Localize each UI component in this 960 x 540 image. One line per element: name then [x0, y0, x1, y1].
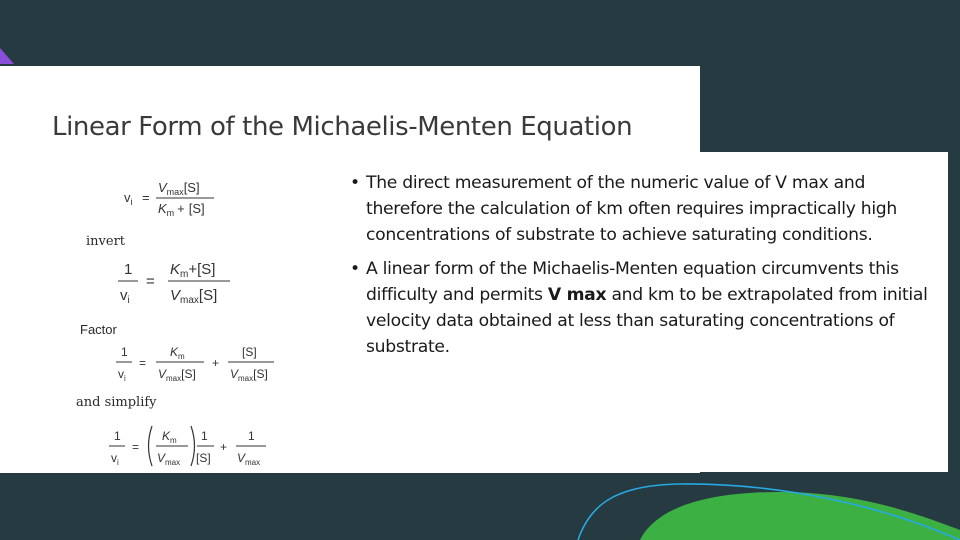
eq3-numerator-km: $K_m$: [170, 345, 185, 361]
equation-lineweaver-burk: [104, 420, 274, 472]
eq4-numerator-one-2: 1: [201, 429, 208, 443]
eq3-plus: +: [212, 356, 220, 370]
bullet-2-text-before: A linear form of the Michaelis-Menten equation circumvents this difficulty and permits: [366, 259, 899, 305]
eq4-vi: $v_i$: [111, 451, 119, 467]
step-label-invert: invert: [86, 234, 126, 249]
eq3-denominator-1: $V_{max}[S]$: [158, 367, 196, 383]
eq4-right-paren: [191, 426, 195, 466]
eq2-denominator: $V_{max}[S]$: [170, 287, 218, 306]
eq3-numerator-one: 1: [121, 345, 128, 359]
bullet-list: [348, 170, 938, 368]
eq4-numerator-km: $K_m$: [162, 429, 177, 445]
eq3-vi: $v_i$: [118, 367, 126, 383]
bullet-item-1: [348, 170, 938, 248]
eq2-numerator-one: 1: [124, 261, 133, 278]
eq1-denominator: $K_m + [S]$: [158, 201, 205, 218]
eq1-vi: $v_i$: [124, 190, 133, 207]
eq2-numerator: $K_m+[S]$: [170, 261, 216, 280]
slide-title: Linear Form of the Michaelis-Menten Equation: [52, 112, 633, 142]
eq1-equals: =: [142, 190, 150, 205]
equation-factored: [110, 342, 280, 388]
eq2-vi: $v_i$: [120, 287, 130, 306]
step-label-simplify: and simplify: [76, 395, 157, 410]
eq4-equals: =: [132, 440, 140, 454]
eq4-numerator-one: 1: [114, 429, 121, 443]
bullet-2-bold-term: V max: [547, 285, 607, 305]
eq2-equals: =: [146, 273, 155, 290]
equation-inverted: [112, 256, 242, 310]
eq3-denominator-2: $V_{max}[S]$: [230, 367, 268, 383]
step-label-factor: Factor: [80, 322, 117, 337]
eq4-denominator-s: [S]: [196, 451, 211, 465]
purple-corner-accent: [0, 48, 14, 64]
eq3-equals: =: [139, 356, 147, 370]
bullet-1-text: The direct measurement of the numeric value of V max and therefore the calculation of km often requires impractically high concentrations of substrate to achieve saturating conditions.: [366, 173, 898, 245]
eq4-plus: +: [220, 440, 228, 454]
eq1-numerator: $V_{max}[S]$: [158, 180, 200, 197]
bullet-item-2: [348, 256, 938, 360]
equation-michaelis-menten: [120, 172, 230, 222]
eq4-denominator-vmax: $V_{max}$: [157, 451, 181, 467]
green-blob: [640, 492, 960, 540]
eq4-left-paren: [149, 426, 153, 466]
eq4-numerator-one-3: 1: [248, 429, 255, 443]
eq4-denominator-vmax-2: $V_{max}$: [237, 451, 261, 467]
eq3-numerator-s: [S]: [242, 345, 257, 359]
bullet-2-text-after: and km to be extrapolated from initial velocity data obtained at less than saturating concentrations of substrate.: [366, 285, 928, 357]
